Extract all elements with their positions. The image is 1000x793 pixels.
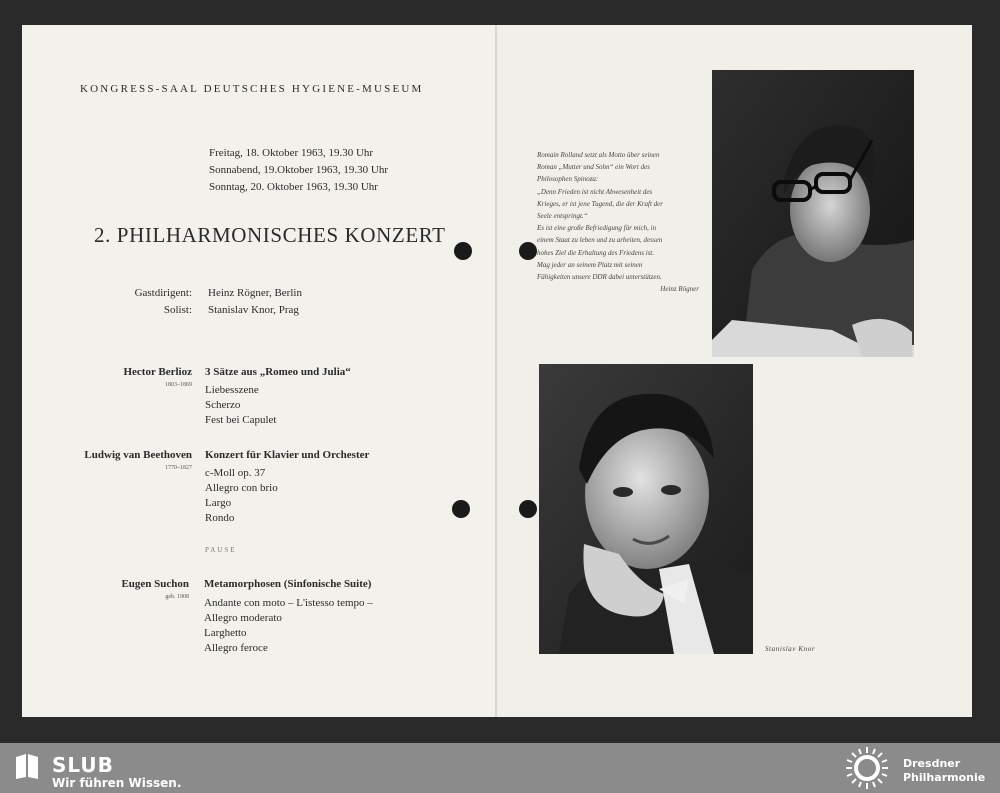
movement-list bbox=[205, 383, 277, 428]
conductor-photo bbox=[712, 70, 914, 357]
composer-name: Ludwig van Beethoven bbox=[84, 449, 192, 461]
work-title: Metamorphosen (Sinfonische Suite) bbox=[204, 578, 372, 590]
slub-tagline: Wir führen Wissen. bbox=[52, 776, 182, 790]
quote-line: hohes Ziel die Erhaltung des Friedens ist. bbox=[537, 248, 655, 257]
slub-brand: SLUB bbox=[52, 753, 114, 777]
movement: Allegro moderato bbox=[204, 612, 282, 624]
quote-line: Mag jeder an seinem Platz mit seinen bbox=[537, 260, 643, 269]
composer-name: Hector Berlioz bbox=[123, 366, 192, 378]
punch-hole bbox=[519, 500, 537, 518]
quote-block bbox=[537, 149, 699, 295]
credit-value: Heinz Rögner, Berlin bbox=[208, 287, 302, 299]
slub-logo-icon bbox=[12, 751, 42, 781]
movement: Largo bbox=[205, 497, 232, 509]
conductor-portrait-image bbox=[712, 70, 914, 357]
soloist-photo bbox=[539, 364, 753, 654]
composer-years: 1770–1827 bbox=[165, 465, 192, 471]
quote-signature: Heinz Rögner bbox=[660, 285, 699, 294]
movement: Allegro con brio bbox=[205, 482, 278, 494]
composer-years: 1803–1869 bbox=[165, 382, 192, 388]
credit-label: Solist: bbox=[163, 304, 192, 316]
movement: Larghetto bbox=[204, 627, 247, 639]
quote-line: Seele entspringt.“ bbox=[537, 212, 588, 221]
movement: Liebesszene bbox=[205, 384, 259, 396]
right-page bbox=[497, 25, 972, 717]
concert-dates bbox=[209, 145, 388, 196]
quote-line: Es ist eine große Befriedigung für mich, in bbox=[537, 224, 657, 233]
soloist-caption: Stanislav Knor bbox=[765, 645, 816, 653]
venue-heading: KONGRESS-SAAL DEUTSCHES HYGIENE-MUSEUM bbox=[80, 83, 424, 95]
philharmonie-logo-icon bbox=[842, 745, 892, 791]
movement: Allegro feroce bbox=[204, 642, 268, 654]
date-line: Sonnabend, 19.Oktober 1963, 19.30 Uhr bbox=[209, 164, 389, 176]
movement-list bbox=[205, 466, 278, 526]
quote-line: Romain Rolland setzt als Motto über seinen bbox=[537, 151, 660, 159]
philharmonie-line: Dresdner bbox=[903, 757, 961, 770]
quote-line: „Denn Frieden ist nicht Abwesenheit des bbox=[537, 187, 653, 196]
composer-years: geb. 1908 bbox=[165, 594, 189, 600]
movement-list bbox=[204, 596, 373, 656]
pause-label: PAUSE bbox=[205, 546, 237, 554]
work-title: 3 Sätze aus „Romeo und Julia“ bbox=[205, 366, 351, 378]
left-page bbox=[22, 25, 496, 717]
quote-line: einem Staat zu leben und zu arbeiten, dessen bbox=[537, 236, 663, 245]
movement: Fest bei Capulet bbox=[205, 414, 277, 426]
punch-hole bbox=[454, 242, 472, 260]
composer-name: Eugen Suchon bbox=[121, 578, 189, 590]
quote-line: Philosophen Spinoza: bbox=[537, 175, 599, 184]
quote-line: Fähigkeiten unsere DDR dabei unterstützen. bbox=[537, 273, 662, 282]
movement: Andante con moto – L'istesso tempo – bbox=[204, 597, 373, 609]
work-title: Konzert für Klavier und Orchester bbox=[205, 449, 370, 461]
punch-hole bbox=[519, 242, 537, 260]
quote-line: Roman „Mutter und Sohn“ ein Wort des bbox=[537, 163, 650, 172]
movement: c-Moll op. 37 bbox=[205, 467, 266, 479]
quote-line: Krieges, er ist jene Tugend, die der Kraft der bbox=[537, 199, 663, 208]
concert-title: 2. PHILHARMONISCHES KONZERT bbox=[94, 223, 446, 247]
date-line: Sonntag, 20. Oktober 1963, 19.30 Uhr bbox=[209, 181, 378, 193]
soloist-portrait-image bbox=[539, 364, 753, 654]
philharmonie-name bbox=[903, 757, 985, 785]
date-line: Freitag, 18. Oktober 1963, 19.30 Uhr bbox=[209, 147, 374, 159]
movement: Rondo bbox=[205, 512, 235, 524]
footer-bar bbox=[0, 743, 1000, 793]
movement: Scherzo bbox=[205, 399, 241, 411]
philharmonie-line: Philharmonie bbox=[903, 771, 986, 784]
punch-hole bbox=[452, 500, 470, 518]
credit-value: Stanislav Knor, Prag bbox=[208, 304, 299, 316]
credit-label: Gastdirigent: bbox=[134, 287, 192, 299]
